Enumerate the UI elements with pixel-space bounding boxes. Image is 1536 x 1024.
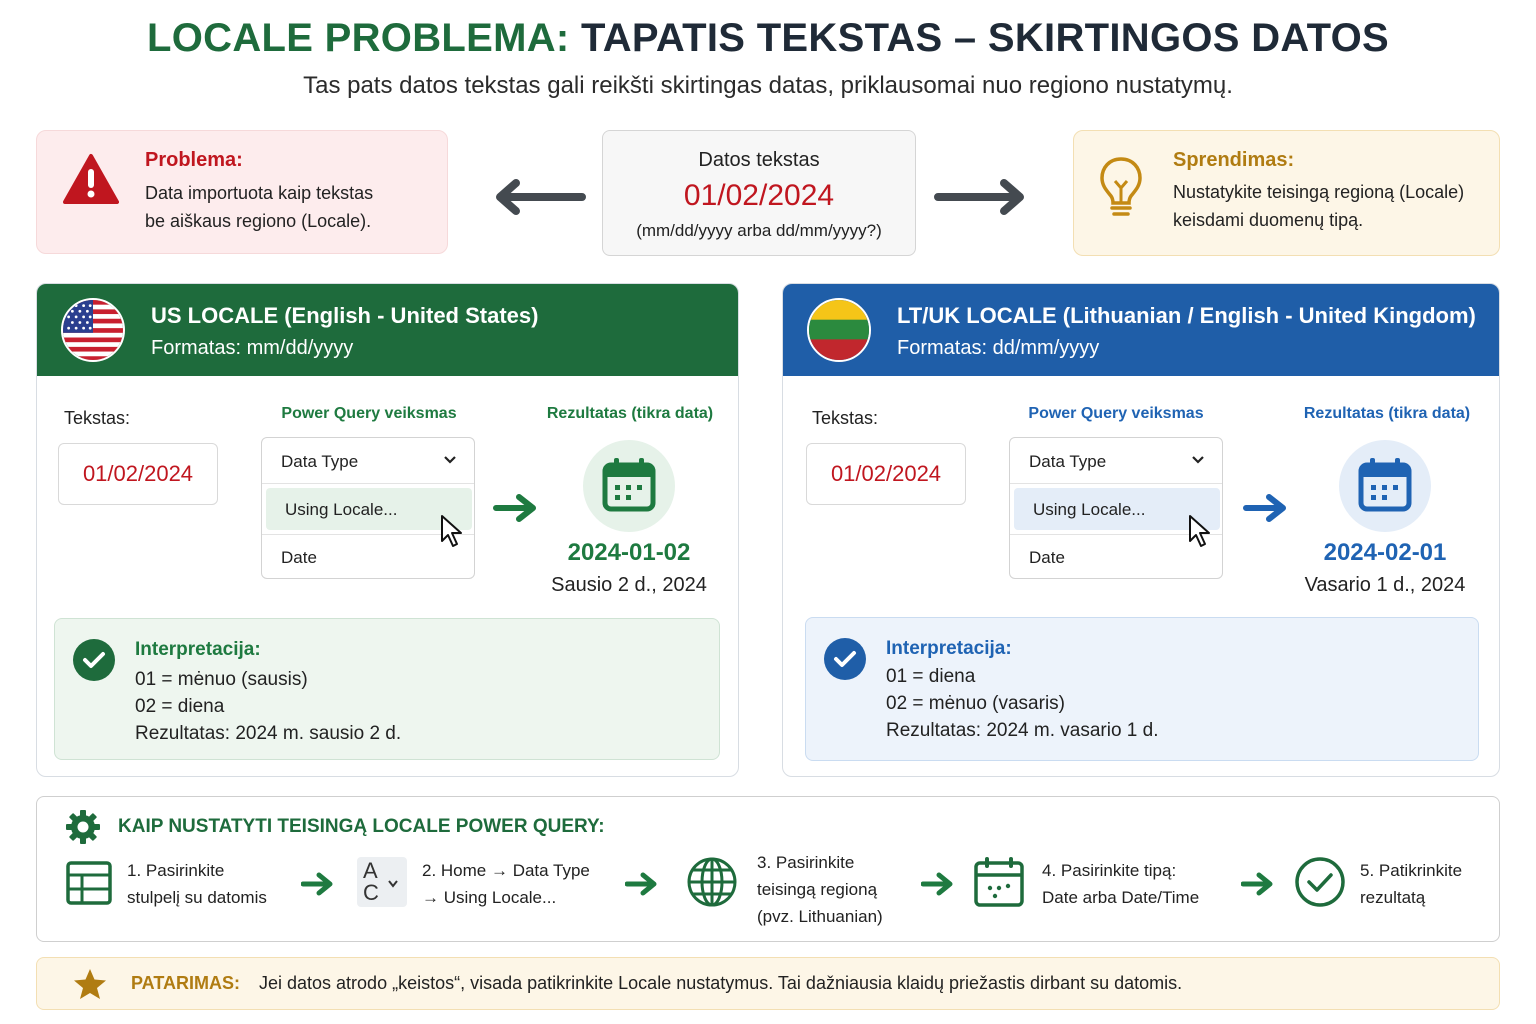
us-dd-using-locale[interactable]: Using Locale...: [266, 488, 472, 530]
step-3-line-3: (pvz. Lithuanian): [757, 907, 883, 926]
step-1-line-2: stulpelį su datomis: [127, 888, 267, 907]
problem-line-2: be aiškaus regiono (Locale).: [145, 211, 372, 231]
solution-card: [1073, 130, 1500, 256]
lt-interp-title: Interpretacija:: [886, 638, 1012, 659]
lt-data-type-dropdown[interactable]: [1009, 437, 1223, 579]
us-calendar-circle: [583, 440, 675, 532]
us-interp-title: Interpretacija:: [135, 639, 261, 660]
steps-section: [36, 796, 1500, 942]
step-3-line-2: teisingą regioną: [757, 880, 878, 899]
gear-icon: [65, 809, 101, 845]
us-pq-label: Power Query veiksmas: [281, 405, 457, 422]
lt-result-words: Vasario 1 d., 2024: [1304, 574, 1466, 596]
us-text-label: Tekstas:: [64, 408, 131, 428]
lt-panel-header: [783, 284, 1499, 376]
us-dd-data-type-label: Data Type: [281, 452, 359, 471]
us-interp-line-3: Rezultatas: 2024 m. sausio 2 d.: [135, 723, 402, 744]
tip-text: Jei datos atrodo „keistos“, visada patikrinkite Locale nustatymus. Tai dažniausia klaidų priežastis dirbant su datomis.: [259, 973, 1183, 993]
us-dd-date[interactable]: Date: [262, 534, 474, 580]
lt-locale-panel: [782, 283, 1500, 777]
data-type-icon-a: A: [363, 858, 378, 883]
lt-dd-data-type[interactable]: [1010, 438, 1222, 484]
us-result-words: Sausio 2 d., 2024: [551, 574, 707, 596]
solution-text: [1173, 178, 1493, 234]
lt-text-label: Tekstas:: [812, 408, 879, 428]
solution-line-1: Nustatykite teisingą regioną (Locale): [1173, 182, 1465, 202]
us-interp-line-2: 02 = diena: [135, 696, 225, 717]
arrow-right-icon: [934, 178, 1028, 216]
lt-interp-line-1: 01 = diena: [886, 666, 976, 687]
lt-dd-date[interactable]: Date: [1010, 534, 1222, 580]
tip-banner: [36, 957, 1500, 1010]
us-dd-data-type[interactable]: [262, 438, 474, 484]
step-2-line-1: 2. Home → Data Type: [422, 861, 590, 880]
us-locale-panel: [36, 283, 739, 777]
date-text-card: [602, 130, 916, 256]
check-circle-icon: [1293, 855, 1347, 909]
lt-panel-title: LT/UK LOCALE (Lithuanian / English - United Kingdom): [897, 303, 1476, 328]
step-2-line-2: → Using Locale...: [422, 888, 557, 907]
lt-dd-data-type-label: Data Type: [1029, 452, 1107, 471]
lithuania-flag-icon: [807, 298, 871, 362]
title-part-2: TAPATIS TEKSTAS – SKIRTINGOS DATOS: [580, 16, 1390, 60]
data-type-icon: [357, 857, 407, 907]
step-5-line-1: 5. Patikrinkite: [1360, 861, 1463, 880]
step-arrow-icon: [625, 871, 659, 897]
step-1-line-1: 1. Pasirinkite: [127, 861, 225, 880]
lt-interpretation-box: [805, 617, 1479, 761]
title-part-1: LOCALE PROBLEMA:: [146, 16, 570, 60]
problem-text: [145, 179, 435, 235]
date-text-label: Datos tekstas: [698, 149, 820, 171]
us-data-type-dropdown[interactable]: [261, 437, 475, 579]
warning-icon: [63, 153, 119, 205]
lt-result-date: 2024-02-01: [1323, 539, 1447, 566]
solution-line-2: keisdami duomenų tipą.: [1173, 210, 1364, 230]
lt-calendar-circle: [1339, 440, 1431, 532]
lt-dd-using-locale[interactable]: Using Locale...: [1014, 488, 1220, 530]
page-title: [0, 16, 1536, 61]
date-text-value: 01/02/2024: [683, 179, 835, 212]
lt-arrow-right-icon: [1243, 492, 1289, 524]
lt-panel-format: Formatas: dd/mm/yyyy: [897, 337, 1100, 359]
problem-line-1: Data importuota kaip tekstas: [145, 183, 374, 203]
problem-title: Problema:: [145, 149, 243, 171]
page-subtitle: Tas pats datos tekstas gali reikšti skirtingas datas, priklausomai nuo regiono nustatymų.: [303, 72, 1233, 99]
step-arrow-icon: [1241, 871, 1275, 897]
lt-interp-line-2: 02 = mėnuo (vasaris): [886, 693, 1065, 714]
step-1: [127, 857, 267, 911]
step-arrow-icon: [301, 871, 335, 897]
step-3: [757, 849, 883, 930]
step-4-line-1: 4. Pasirinkite tipą:: [1042, 861, 1177, 880]
arrow-left-icon: [492, 178, 586, 216]
step-2: [422, 857, 590, 911]
us-panel-format: Formatas: mm/dd/yyyy: [151, 337, 354, 359]
us-panel-header: [37, 284, 738, 376]
date-format-hint: (mm/dd/yyyy arba dd/mm/yyyy?): [636, 221, 882, 240]
us-result-label: Rezultatas (tikra data): [546, 405, 714, 422]
us-flag-icon: [61, 298, 125, 362]
lt-text-value-box: 01/02/2024: [806, 443, 966, 505]
chevron-down-icon: [442, 452, 458, 468]
us-text-value-box: 01/02/2024: [58, 443, 218, 505]
step-4: [1042, 857, 1199, 911]
check-icon: [824, 638, 866, 680]
lt-interp-line-3: Rezultatas: 2024 m. vasario 1 d.: [886, 720, 1159, 741]
star-icon: [73, 968, 107, 1000]
chevron-down-icon: [1190, 452, 1206, 468]
us-panel-title: US LOCALE (English - United States): [151, 303, 539, 328]
cursor-icon: [1188, 514, 1214, 548]
table-icon: [65, 859, 113, 907]
calendar-icon: [583, 440, 675, 532]
tip-label: PATARIMAS:: [131, 973, 240, 993]
lt-result-label: Rezultatas (tikra data): [1303, 405, 1471, 422]
step-5-line-2: rezultatą: [1360, 888, 1426, 907]
lt-pq-label: Power Query veiksmas: [1028, 405, 1204, 422]
check-icon: [73, 639, 115, 681]
problem-card: [36, 130, 448, 254]
steps-title: KAIP NUSTATYTI TEISINGĄ LOCALE POWER QUERY:: [118, 816, 605, 837]
step-5: [1360, 857, 1462, 911]
us-result-date: 2024-01-02: [567, 539, 691, 566]
data-type-icon-c: C: [363, 880, 379, 905]
us-arrow-right-icon: [493, 492, 539, 524]
calendar-icon: [1339, 440, 1431, 532]
us-interp-line-1: 01 = mėnuo (sausis): [135, 669, 308, 690]
step-arrow-icon: [921, 871, 955, 897]
solution-title: Sprendimas:: [1173, 149, 1295, 171]
globe-icon: [685, 855, 739, 909]
calendar-icon: [973, 855, 1025, 909]
step-3-line-1: 3. Pasirinkite: [757, 853, 855, 872]
cursor-icon: [440, 514, 466, 548]
lightbulb-icon: [1098, 155, 1144, 221]
us-interpretation-box: [54, 618, 720, 760]
step-4-line-2: Date arba Date/Time: [1042, 888, 1200, 907]
